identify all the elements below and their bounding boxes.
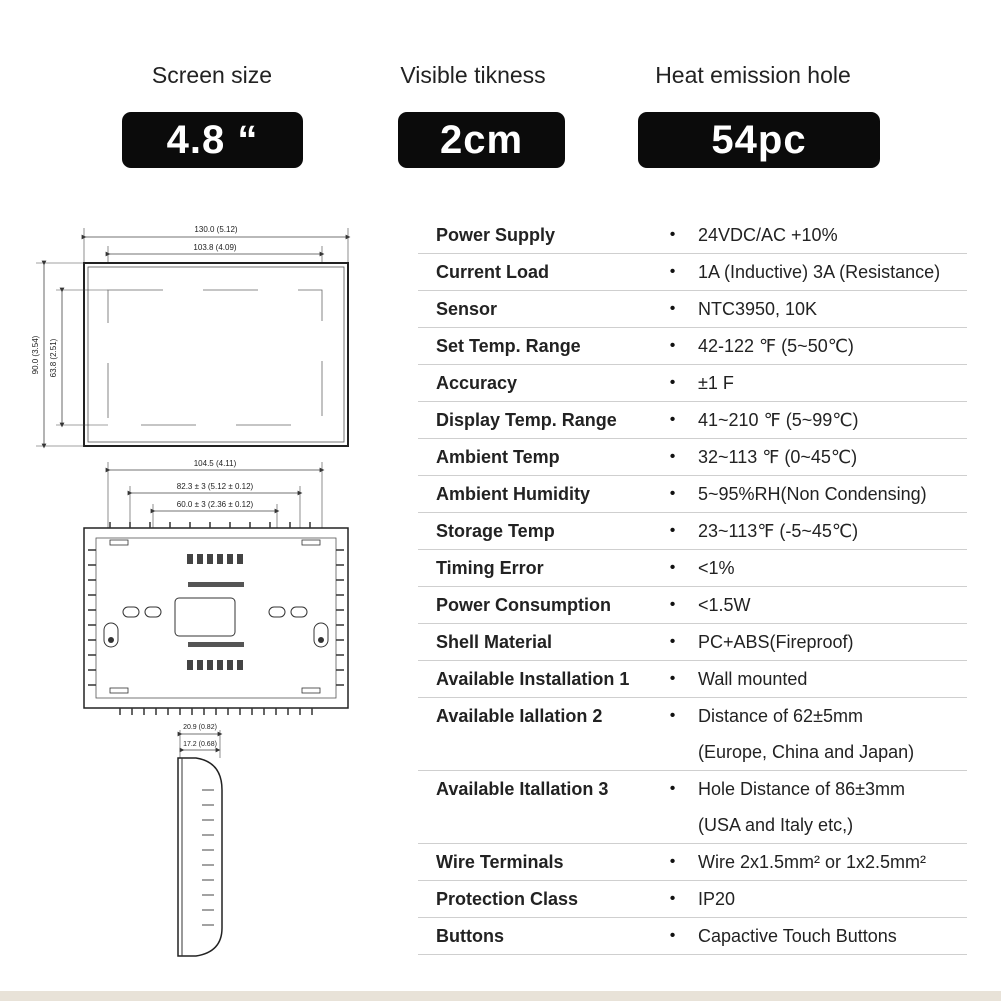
front-height-inner: 63.8 (2.51): [49, 338, 58, 378]
screen-size-badge: 4.8 “: [122, 112, 303, 168]
back-width-3: 60.0 ± 3 (2.36 ± 0.12): [176, 500, 254, 509]
spec-key: Protection Class: [436, 889, 579, 909]
spec-value-line: PC+ABS(Fireproof): [698, 632, 854, 652]
spec-value-line: IP20: [698, 889, 736, 909]
screen-size-label: Screen size: [151, 62, 273, 88]
front-width-inner: 103.8 (4.09): [193, 243, 237, 252]
spec-row: [418, 291, 967, 328]
heat-hole-badge: 54pc: [638, 112, 880, 168]
bullet-icon: •: [669, 448, 676, 465]
spec-row: [418, 476, 967, 513]
spec-row: [418, 624, 967, 661]
bullet-icon: •: [669, 559, 676, 576]
spec-value-line: 41~210 ℉ (5~99℃): [698, 410, 859, 430]
bullet-icon: •: [669, 374, 676, 391]
front-height-outer: 90.0 (3.54): [31, 335, 40, 375]
bullet-icon: •: [669, 633, 676, 650]
spec-value-line: 1A (Inductive) 3A (Resistance): [698, 262, 941, 282]
spec-value-line: 23~113℉ (-5~45℃): [698, 521, 859, 541]
spec-value-line: <1%: [698, 558, 735, 578]
spec-value: [698, 217, 967, 253]
spec-row: [418, 918, 967, 955]
spec-value-line: (USA and Italy etc,): [698, 815, 854, 835]
spec-value: [698, 550, 967, 586]
bottom-strip: [0, 991, 1001, 1001]
spec-key: Available Installation 1: [436, 669, 630, 689]
spec-value-line: 32~113 ℉ (0~45℃): [698, 447, 858, 467]
spec-value: [698, 881, 967, 917]
spec-key: Shell Material: [436, 632, 553, 652]
spec-key: Power Supply: [436, 225, 556, 245]
spec-row: [418, 254, 967, 291]
spec-value: [698, 661, 967, 697]
spec-value: [698, 587, 967, 623]
spec-value: [698, 918, 967, 954]
spec-value: [698, 402, 967, 438]
side-depth-1: 20.9 (0.82): [183, 724, 217, 731]
heat-hole-label: Heat emission hole: [655, 62, 851, 88]
spec-value: [698, 844, 967, 880]
spec-row: [418, 513, 967, 550]
spec-row: [418, 550, 967, 587]
spec-key: Wire Terminals: [436, 852, 564, 872]
spec-value: [698, 439, 967, 475]
spec-row: [418, 881, 967, 918]
spec-key: Buttons: [436, 926, 504, 946]
spec-value: [698, 365, 967, 401]
spec-row: [418, 217, 967, 254]
spec-key: Ambient Temp: [436, 447, 560, 467]
spec-row: [418, 402, 967, 439]
spec-value: [698, 513, 967, 549]
spec-row: [418, 771, 967, 844]
spec-key: Set Temp. Range: [436, 336, 581, 356]
bullet-icon: •: [669, 890, 676, 907]
spec-row: [418, 698, 967, 771]
spec-key: Storage Temp: [436, 521, 555, 541]
spec-row: [418, 328, 967, 365]
spec-table: [418, 217, 967, 955]
spec-value: [698, 624, 967, 660]
thickness-label: Visible tikness: [400, 62, 546, 88]
bullet-icon: •: [669, 226, 676, 243]
front-width-outer: 130.0 (5.12): [194, 225, 238, 234]
thickness-badge: 2cm: [398, 112, 565, 168]
spec-key: Accuracy: [436, 373, 518, 393]
dimension-drawing: [0, 210, 400, 990]
spec-value: [698, 698, 967, 770]
bullet-icon: •: [669, 927, 676, 944]
spec-key: Power Consumption: [436, 595, 611, 615]
spec-value-line: ±1 F: [698, 373, 734, 393]
spec-value-line: (Europe, China and Japan): [698, 742, 915, 762]
spec-key: Timing Error: [436, 558, 544, 578]
spec-value-line: NTC3950, 10K: [698, 299, 818, 319]
bullet-icon: •: [669, 670, 676, 687]
side-depth-2: 17.2 (0.68): [183, 741, 217, 748]
spec-value-line: Wire 2x1.5mm² or 1x2.5mm²: [698, 852, 927, 872]
spec-value-line: 5~95%RH(Non Condensing): [698, 484, 927, 504]
side-view: [178, 724, 222, 956]
spec-value: [698, 291, 967, 327]
spec-value-line: Distance of 62±5mm: [698, 706, 863, 726]
spec-key: Display Temp. Range: [436, 410, 617, 430]
bullet-icon: •: [669, 411, 676, 428]
spec-key: Sensor: [436, 299, 498, 319]
spec-row: [418, 365, 967, 402]
bullet-icon: •: [669, 596, 676, 613]
bullet-icon: •: [669, 263, 676, 280]
back-width-1: 104.5 (4.11): [193, 459, 237, 468]
spec-key: Current Load: [436, 262, 550, 282]
back-width-2: 82.3 ± 3 (5.12 ± 0.12): [176, 482, 254, 491]
spec-row: [418, 661, 967, 698]
spec-row: [418, 587, 967, 624]
spec-value: [698, 476, 967, 512]
spec-key: Ambient Humidity: [436, 484, 591, 504]
spec-value-line: Capactive Touch Buttons: [698, 926, 897, 946]
spec-key: Available Iallation 2: [436, 706, 603, 726]
spec-value-line: Wall mounted: [698, 669, 808, 689]
bullet-icon: •: [669, 337, 676, 354]
spec-value: [698, 328, 967, 364]
spec-row: [418, 844, 967, 881]
back-view: [84, 459, 348, 715]
spec-value-line: 24VDC/AC +10%: [698, 225, 838, 245]
bullet-icon: •: [669, 485, 676, 502]
spec-key: Available Itallation 3: [436, 779, 609, 799]
spec-value: [698, 771, 967, 843]
bullet-icon: •: [669, 300, 676, 317]
spec-value: [698, 254, 967, 290]
bullet-icon: •: [669, 522, 676, 539]
bullet-icon: •: [669, 707, 676, 724]
front-view: [31, 225, 348, 446]
spec-value-line: 42-122 ℉ (5~50℃): [698, 336, 854, 356]
spec-value-line: <1.5W: [698, 595, 751, 615]
spec-value-line: Hole Distance of 86±3mm: [698, 779, 905, 799]
bullet-icon: •: [669, 780, 676, 797]
bullet-icon: •: [669, 853, 676, 870]
spec-row: [418, 439, 967, 476]
